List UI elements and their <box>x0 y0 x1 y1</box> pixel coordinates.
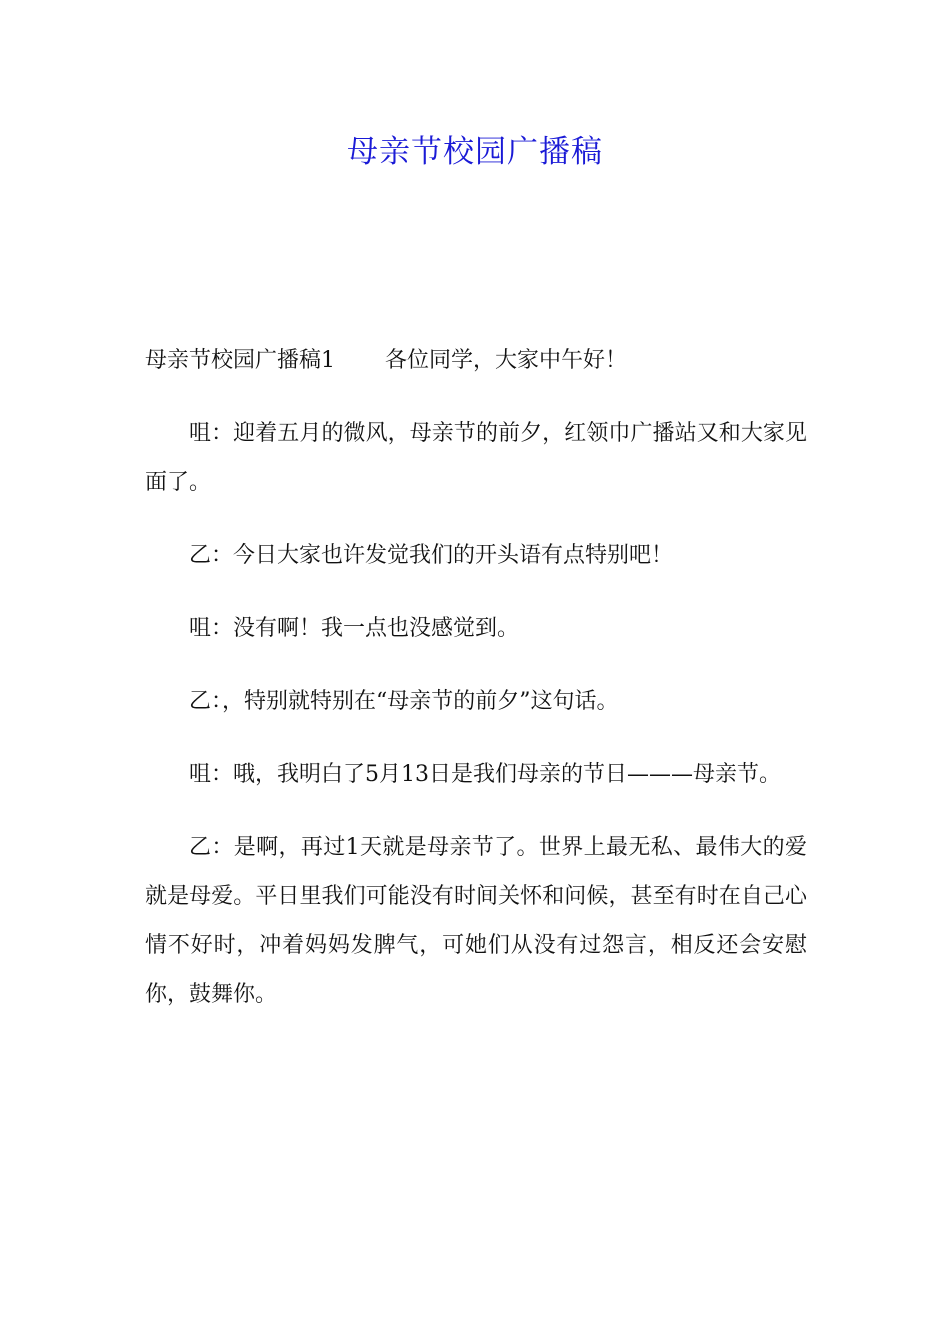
paragraph: 乙：是啊，再过1天就是母亲节了。世界上最无私、最伟大的爱就是母爱。平日里我们可能没有时间关怀和问候，甚至有时在自己心情不好时，冲着妈妈发脾气，可她们从没有过怨言，相反还会安慰你，鼓舞你。 <box>145 835 807 1007</box>
paragraph: 咀：迎着五月的微风，母亲节的前夕，红领巾广播站又和大家见面了。 <box>145 421 807 495</box>
paragraph: 咀：没有啊！我一点也没感觉到。 <box>189 616 520 641</box>
intro-paragraph <box>145 336 807 385</box>
paragraph: 乙：今日大家也许发觉我们的开头语有点特别吧！ <box>189 543 674 568</box>
greeting-text: 各位同学，大家中午好！ <box>385 348 628 373</box>
document-body <box>145 336 807 1043</box>
paragraph: 乙：，特别就特别在“母亲节的前夕”这句话。 <box>189 689 619 714</box>
paragraph: 咀：哦，我明白了5月13日是我们母亲的节日———母亲节。 <box>189 762 781 787</box>
section-heading: 母亲节校园广播稿1 <box>145 348 335 373</box>
document-title: 母亲节校园广播稿 <box>347 134 603 170</box>
